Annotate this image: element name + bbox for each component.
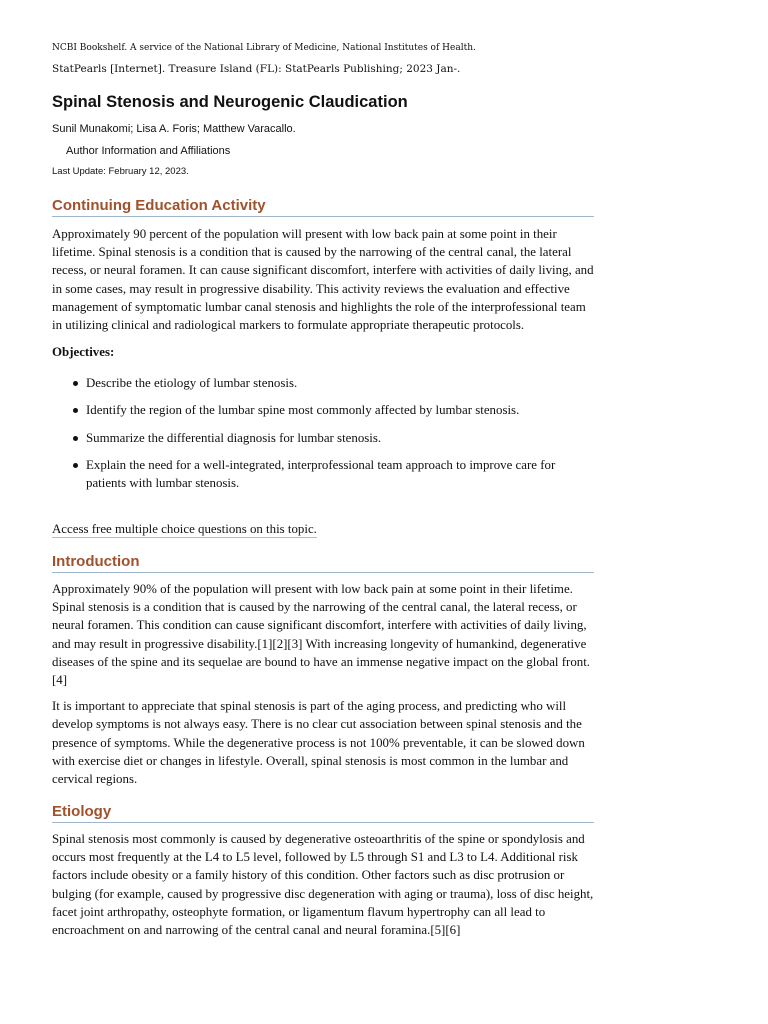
section-continuing-education (52, 197, 594, 501)
author-affiliations-toggle[interactable]: Author Information and Affiliations (66, 145, 231, 157)
ncbi-banner-text: NCBI Bookshelf. A service of the National Library of Medicine, National Institutes of Health. (52, 43, 476, 53)
reference-link[interactable]: [1][2][3] (257, 636, 303, 651)
list-item (52, 374, 594, 392)
last-update-text: Last Update: February 12, 2023. (52, 166, 189, 177)
objective-text: Explain the need for a well-integrated, interprofessional team approach to improve care for patients with lumbar stenosis. (86, 457, 556, 491)
authors-line: Sunil Munakomi; Lisa A. Foris; Matthew Varacallo. (52, 123, 296, 135)
cea-paragraph: Approximately 90 percent of the population will present with low back pain at some point in their lifetime. Spinal stenosis is a condition that is caused by the narrowing of the central canal, the lateral recess, or neural foramen. It can cause significant discomfort, interfere with activities of daily living, and in some cases, may result in progressive disability. This activity reviews the evaluation and effective management of symptomatic lumbar canal stenosis and highlights the role of the interprofessional team in utilizing clinical and radiological markers to formulate appropriate therapeutic protocols. (52, 227, 594, 333)
introduction-paragraph-2: It is important to appreciate that spinal stenosis is part of the aging process, and predicting who will develop symptoms is not always easy. There is no clear cut association between spinal stenosis and the presence of symptoms. While the degenerative process is not 100% preventable, it can be slowed down with exercise diet or changes in lifestyle. Overall, spinal stenosis is most common in the lumbar and cervical regions. (52, 699, 585, 787)
objectives-list (52, 374, 594, 492)
paragraph-text: Approximately 90% of the population will present with low back pain at some point in their lifetime. Spinal stenosis is a condition that is caused by the narrowing of the central canal, the lateral recess, or neural foramen. This condition can cause significant discomfort, interfere with activities of daily living, and may result in progressive disability. (52, 582, 587, 651)
list-item (52, 401, 594, 419)
section-heading-introduction: Introduction (52, 553, 594, 573)
section-heading-continuing-education: Continuing Education Activity (52, 197, 594, 217)
list-item (52, 429, 594, 447)
access-mcq-link[interactable]: Access free multiple choice questions on this topic. (52, 522, 317, 536)
section-introduction (52, 553, 594, 788)
list-item (52, 456, 594, 492)
introduction-paragraph-1 (52, 580, 594, 689)
reference-link[interactable]: [4] (52, 673, 68, 688)
objective-text: Summarize the differential diagnosis for lumbar stenosis. (86, 430, 382, 445)
objective-text: Identify the region of the lumbar spine most commonly affected by lumbar stenosis. (86, 403, 520, 418)
bullet-icon (73, 463, 78, 468)
reference-link[interactable]: [5][6] (430, 923, 461, 938)
objective-text: Describe the etiology of lumbar stenosis. (86, 376, 298, 391)
citation-text: StatPearls [Internet]. Treasure Island (FL): StatPearls Publishing; 2023 Jan-. (52, 63, 461, 75)
bullet-icon (73, 408, 78, 413)
section-heading-etiology: Etiology (52, 803, 594, 823)
etiology-paragraph-1 (52, 830, 594, 939)
page-title: Spinal Stenosis and Neurogenic Claudication (52, 93, 408, 111)
access-mcq-row (52, 520, 594, 538)
paragraph-text: Spinal stenosis most commonly is caused by degenerative osteoarthritis of the spine or spondylosis and occurs most frequently at the L4 to L5 level, followed by L5 through S1 and L3 to L4. Additional risk factors include obesity or a family history of this condition. Other factors such as disc protrusion or bulging (for example, caused by progressive disc degeneration with aging or trauma), loss of disc height, facet joint arthropathy, osteophyte formation, or ligamentum flavum hypertrophy can all lead to encroachment on and narrowing of the central canal and neural foramina. (52, 832, 594, 938)
bullet-icon (73, 436, 78, 441)
bullet-icon (73, 381, 78, 386)
section-etiology (52, 803, 594, 939)
paragraph-text: With increasing longevity of humankind, degenerative diseases of the spine and its sequelae are bound to have an immense negative impact on the global front. (52, 636, 591, 669)
objectives-label: Objectives: (52, 345, 115, 360)
